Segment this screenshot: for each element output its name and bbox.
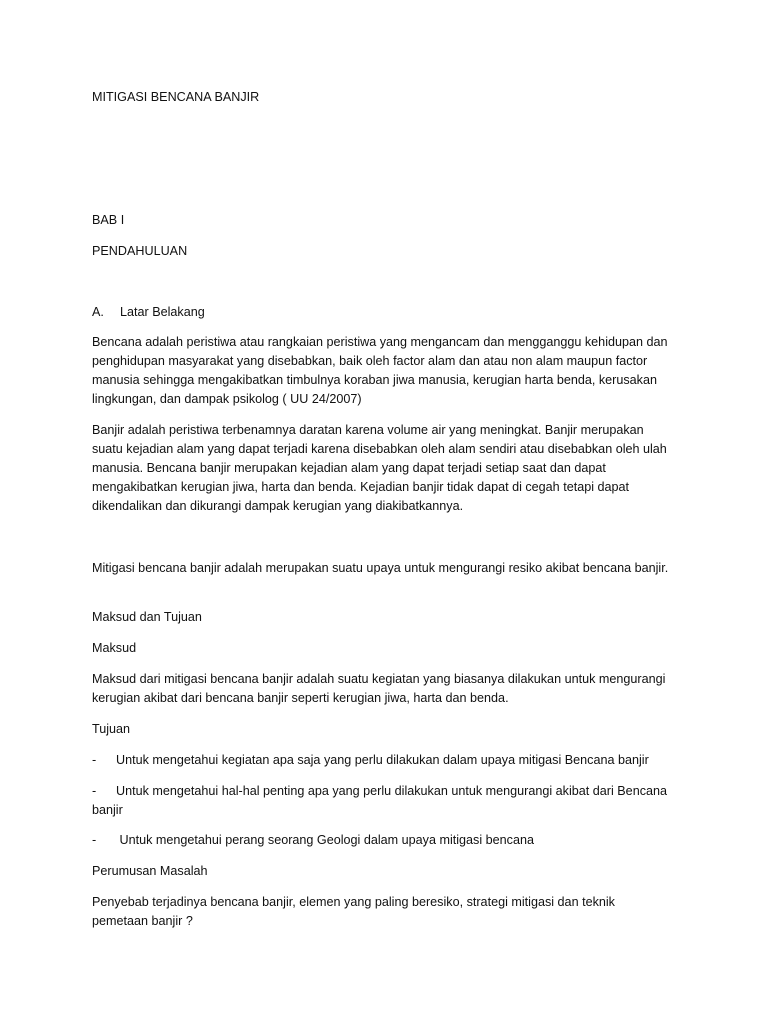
list-item bbox=[92, 751, 682, 770]
paragraph-perumusan: Penyebab terjadinya bencana banjir, elemen yang paling beresiko, strategi mitigasi dan teknik pemetaan banjir ? bbox=[92, 895, 615, 928]
list-item bbox=[92, 831, 682, 850]
list-item-text: Untuk mengetahui hal-hal penting apa yang perlu dilakukan untuk mengurangi akibat dari Bencana banjir bbox=[92, 784, 668, 817]
chapter-number: BAB I bbox=[92, 213, 125, 227]
chapter-title: PENDAHULUAN bbox=[92, 244, 188, 258]
heading-perumusan-masalah: Perumusan Masalah bbox=[92, 864, 208, 878]
heading-maksud-tujuan: Maksud dan Tujuan bbox=[92, 610, 202, 624]
heading-tujuan: Tujuan bbox=[92, 722, 131, 736]
list-dash: - bbox=[92, 833, 97, 847]
paragraph-maksud: Maksud dari mitigasi bencana banjir adalah suatu kegiatan yang biasanya dilakukan untuk mengurangi kerugian akibat dari bencana banjir seperti kerugian jiwa, harta dan benda. bbox=[92, 672, 666, 705]
heading-maksud: Maksud bbox=[92, 641, 137, 655]
list-dash: - bbox=[92, 784, 97, 798]
paragraph-bencana: Bencana adalah peristiwa atau rangkaian peristiwa yang mengancam dan mengganggu kehidupan dan penghidupan masyarakat yang disebabkan, baik oleh factor alam dan atau non alam maupun factor manusia sehingga mengakibatkan timbulnya koraban jiwa manusia, kerugian harta benda, kerusakan lingkungan, dan dampak psikolog ( UU 24/2007) bbox=[92, 335, 668, 406]
list-item-text: Untuk mengetahui perang seorang Geologi dalam upaya mitigasi bencana bbox=[116, 833, 534, 847]
section-title: Latar Belakang bbox=[120, 305, 205, 319]
list-item bbox=[92, 782, 682, 820]
list-item-text: Untuk mengetahui kegiatan apa saja yang perlu dilakukan dalam upaya mitigasi Bencana banjir bbox=[116, 753, 649, 767]
list-dash: - bbox=[92, 753, 97, 767]
section-heading-latar-belakang bbox=[92, 303, 205, 322]
paragraph-banjir: Banjir adalah peristiwa terbenamnya daratan karena volume air yang meningkat. Banjir merupakan suatu kejadian alam yang dapat terjadi karena disebabkan oleh alam sendiri atau disebabkan oleh ulah manusia. Bencana banjir merupakan kejadian alam yang dapat terjadi setiap saat dan dapat mengakibatkan kerugian jiwa, harta dan benda. Kejadian banjir tidak dapat di cegah tetapi dapat dikendalikan dan dikurangi dampak kerugian yang diakibatkannya. bbox=[92, 423, 667, 513]
paragraph-mitigasi: Mitigasi bencana banjir adalah merupakan suatu upaya untuk mengurangi resiko akibat bencana banjir. bbox=[92, 561, 669, 575]
section-letter: A. bbox=[92, 305, 104, 319]
document-title: MITIGASI BENCANA BANJIR bbox=[92, 90, 260, 104]
